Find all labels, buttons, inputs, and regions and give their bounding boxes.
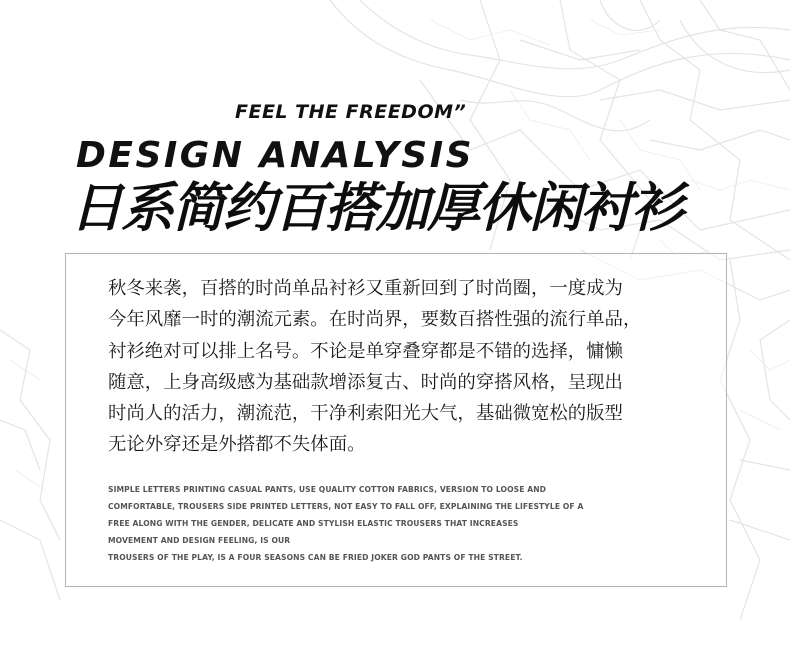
description-chinese	[108, 273, 698, 461]
description-cn-line: 今年风靡一时的潮流元素。在时尚界，要数百搭性强的流行单品，	[108, 309, 642, 331]
title-chinese: 日系简约百搭加厚休闲衬衫	[70, 178, 682, 239]
description-cn-line: 秋冬来袭，百搭的时尚单品衬衫又重新回到了时尚圈，一度成为	[108, 278, 623, 299]
tagline: FEEL THE FREEDOM”	[235, 101, 467, 123]
description-cn-line: 随意，上身高级感为基础款增添复古、时尚的穿搭风格，呈现出	[108, 371, 623, 393]
description-en-line: FREE ALONG WITH THE GENDER, DELICATE AND STYLISH ELASTIC TROUSERS THAT INCREASES	[108, 519, 519, 528]
description-en-line: MOVEMENT AND DESIGN FEELING, IS OUR	[108, 536, 291, 545]
description-en-line: SIMPLE LETTERS PRINTING CASUAL PANTS, USE QUALITY COTTON FABRICS, VERSION TO LOOSE AND	[108, 485, 547, 494]
description-cn-line: 衬衫绝对可以排上名号。不论是单穿叠穿都是不错的选择，慵懒	[108, 340, 623, 362]
description-english	[108, 481, 698, 566]
description-en-line: TROUSERS OF THE PLAY, IS A FOUR SEASONS CAN BE FRIED JOKER GOD PANTS OF THE STREET.	[108, 553, 523, 562]
description-en-line: COMFORTABLE, TROUSERS SIDE PRINTED LETTERS, NOT EASY TO FALL OFF, EXPLAINING THE LIFESTYLE OF A	[108, 502, 584, 511]
description-cn-line: 时尚人的活力，潮流范，干净利索阳光大气，基础微宽松的版型	[108, 403, 623, 425]
description-cn-line: 无论外穿还是外搭都不失体面。	[108, 434, 366, 456]
title-english: DESIGN ANALYSIS	[76, 135, 475, 176]
